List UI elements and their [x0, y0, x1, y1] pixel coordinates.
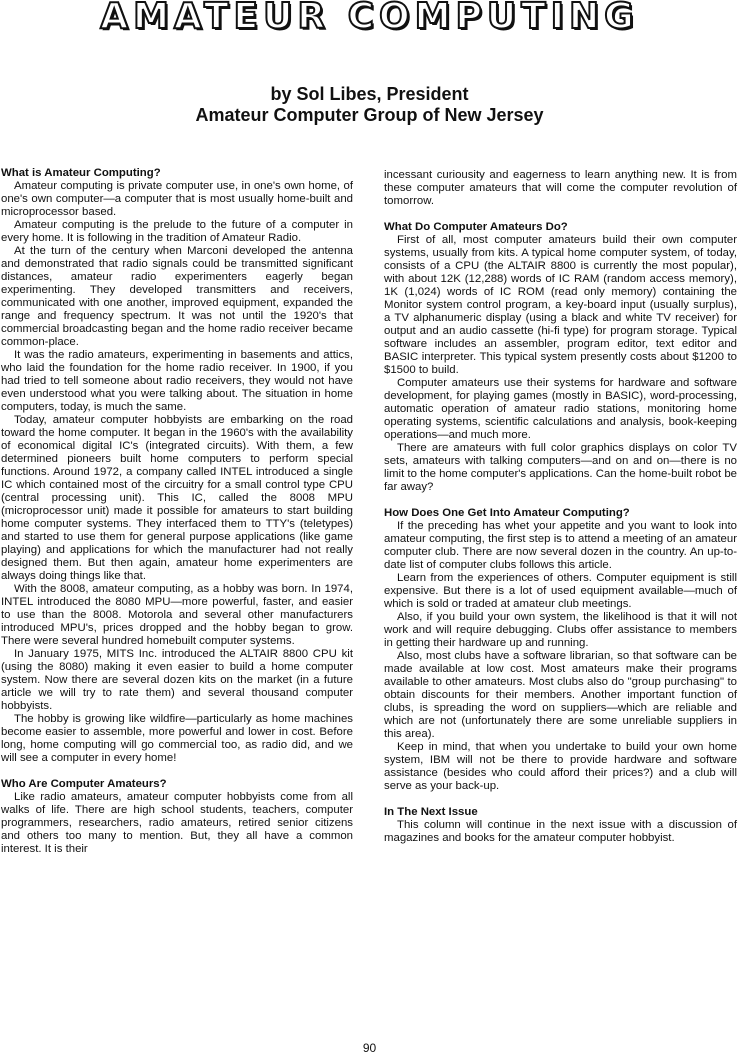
- section-heading: What is Amateur Computing?: [1, 167, 161, 179]
- body-paragraph: First of all, most computer amateurs build their own computer systems, usually from kits. A typical home computer system, of today, consists of a CPU (the ALTAIR 8800 is currently the most popular), with about 12K (12,288) words of IC RAM (random access memory), 1K (1,024) words of IC ROM (read only memory) containing the Monitor system control program, a key-board input (usually surplus), a TV alphanumeric display (using a black and white TV receiver) for output and an audio cassette (hi-fi type) for program storage. Typical software includes an assembler, program editor, text editor and BASIC interpreter. This typical system presently costs about $1200 to $1500 to build.: [384, 234, 737, 376]
- body-paragraph: Today, amateur computer hobbyists are embarking on the road toward the home computer. It began in the 1960's with the availability of economical digital IC's (integrated circuits). With them, a few determined pioneers built home computers to perform special functions. Around 1972, a company called INTEL introduced a single IC which contained most of the circuitry for a small control type CPU (central processing unit). This IC, called the 8008 MPU (microprocessor unit) made it possible for amateurs to start building home computer systems. They interfaced them to TTY's (teletypes) and started to use them for general purpose applications (like game playing) and applications for which the manufacturer had not really designed them. But then again, amateur home experimenters are always doing things like that.: [1, 414, 353, 582]
- body-paragraph: Learn from the experiences of others. Computer equipment is still expensive. But there is a lot of used equipment available—much of which is sold or traded at amateur club meetings.: [384, 572, 737, 610]
- body-paragraph: Computer amateurs use their systems for hardware and software development, for playing games (mostly in BASIC), word-processing, automatic operation of amateur radio stations, monitoring home operating systems, scientific calculations and analysis, book-keeping operations—and much more.: [384, 377, 737, 441]
- article-section: [384, 169, 737, 208]
- article-section: [1, 778, 353, 856]
- body-paragraph: Also, most clubs have a software librarian, so that software can be made available at low cost. Most amateurs make their programs available to other amateurs. Most clubs also do "group purchasing" to obtain discounts for their members. Another important function of clubs, is spreading the word on suppliers—which are reliable and which are not (unfortunately there are some unreliable suppliers in this area).: [384, 650, 737, 740]
- body-paragraph: If the preceding has whet your appetite and you want to look into amateur computing, the first step is to attend a meeting of an amateur computer club. There are now several dozen in the country. An up-to-date list of computer clubs follows this article.: [384, 520, 737, 571]
- section-heading: What Do Computer Amateurs Do?: [384, 221, 568, 233]
- article-section: [384, 806, 737, 845]
- section-heading: In The Next Issue: [384, 806, 478, 818]
- body-paragraph: Also, if you build your own system, the likelihood is that it will not work and will require debugging. Clubs offer assistance to members in getting their hardware up and running.: [384, 611, 737, 649]
- body-paragraph: At the turn of the century when Marconi developed the antenna and demonstrated that radio signals could be transmitted significant distances, amateur radio experimenters eagerly began experimenting. They developed transmitters and receivers, communicated with one another, improved equipment, expanded the range and frequency spectrum. It was not until the 1920's that commercial broadcasting began and the home radio receiver became common-place.: [1, 245, 353, 348]
- body-paragraph: Keep in mind, that when you undertake to build your own home system, IBM will not be there to provide hardware and software assistance (besides who could afford their prices?) and a club will serve as your back-up.: [384, 741, 737, 792]
- masthead-title: AMATEUR COMPUTING: [100, 0, 639, 37]
- body-paragraph: In January 1975, MITS Inc. introduced the ALTAIR 8800 CPU kit (using the 8080) making it even easier to build a home computer system. Now there are several dozen kits on the market (in a future article we will try to rate them) and several thousand computer hobbyists.: [1, 648, 353, 712]
- left-column: [1, 167, 353, 869]
- author-line: by Sol Libes, President: [270, 84, 469, 104]
- byline: [0, 84, 739, 126]
- body-paragraph: With the 8008, amateur computing, as a hobby was born. In 1974, INTEL introduced the 8080 MPU—more powerful, faster, and easier to use than the 8008. Motorola and several other manufacturers introduced MPU's, prices dropped and the hobby began to grow. There were several hundred homebuilt computer systems.: [1, 583, 353, 647]
- section-heading: How Does One Get Into Amateur Computing?: [384, 507, 630, 519]
- article-section: [384, 507, 737, 793]
- body-paragraph: Amateur computing is the prelude to the future of a computer in every home. It is following in the tradition of Amateur Radio.: [1, 219, 353, 244]
- page-number: 90: [362, 1041, 377, 1055]
- article-section: [384, 221, 737, 494]
- body-paragraph: incessant curiousity and eagerness to learn anything new. It is from these computer amateurs that will come the computer revolution of tomorrow.: [384, 169, 737, 207]
- section-heading: Who Are Computer Amateurs?: [1, 778, 167, 790]
- affiliation-line: Amateur Computer Group of New Jersey: [195, 105, 544, 125]
- body-paragraph: Like radio amateurs, amateur computer hobbyists come from all walks of life. There are high school students, teachers, computer programmers, researchers, radio amateurs, retired senior citizens and others too many to mention. But, they all have a common interest. It is their: [1, 791, 353, 855]
- body-paragraph: There are amateurs with full color graphics displays on color TV sets, amateurs with talking computers—and on and on—there is no limit to the home computer's applications. Can the home-built robot be far away?: [384, 442, 737, 493]
- body-paragraph: The hobby is growing like wildfire—particularly as home machines become easier to assemble, more powerful and lower in cost. Before long, home computing will go commercial too, as radio did, and we will see a computer in every home!: [1, 713, 353, 764]
- body-paragraph: It was the radio amateurs, experimenting in basements and attics, who laid the foundation for the home radio receiver. In 1900, if you had tried to tell someone about radio receivers, they would not have even understood what you were talking about. The situation in home computers, today, is much the same.: [1, 349, 353, 413]
- body-paragraph: This column will continue in the next issue with a discussion of magazines and books for the amateur computer hobbyist.: [384, 819, 737, 844]
- right-column: [384, 169, 737, 858]
- article-section: [1, 167, 353, 765]
- body-paragraph: Amateur computing is private computer use, in one's own home, of one's own computer—a computer that is most usually home-built and microprocessor based.: [1, 180, 353, 218]
